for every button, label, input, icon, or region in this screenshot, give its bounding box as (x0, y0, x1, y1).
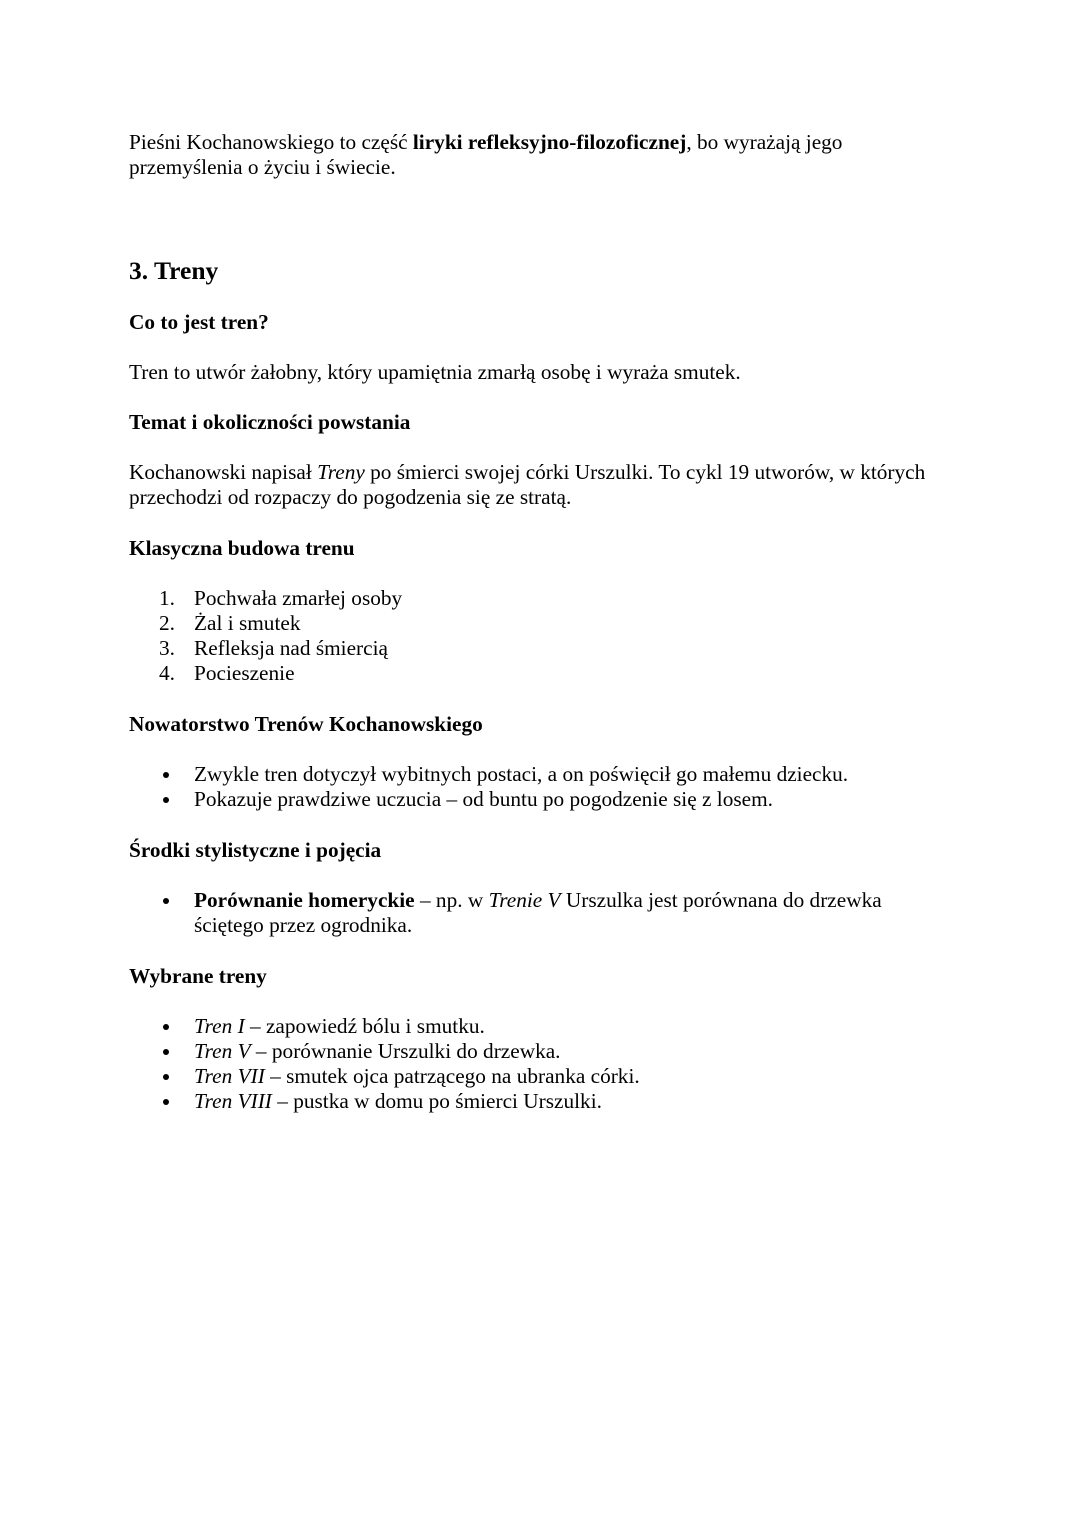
structure-list (129, 586, 402, 686)
list-item-text: Refleksja nad śmiercią (194, 636, 388, 660)
origin-line2: przechodzi od rozpaczy do pogodzenia się ze stratą. (129, 485, 572, 509)
structure-heading: Klasyczna budowa trenu (129, 536, 355, 560)
list-item (129, 661, 402, 686)
origin-paragraph (129, 460, 925, 510)
list-number: 4. (159, 661, 175, 685)
list-item (129, 1064, 640, 1089)
intro-paragraph (129, 130, 842, 180)
bullet-icon (163, 1049, 169, 1055)
tren-description: – zapowiedź bólu i smutku. (244, 1014, 485, 1038)
bullet-icon (163, 1099, 169, 1105)
list-item (129, 586, 402, 611)
tren-title: Tren I (194, 1014, 245, 1038)
tren-title: Tren VII (194, 1064, 265, 1088)
list-item (129, 1089, 640, 1114)
list-item-text: Zwykle tren dotyczył wybitnych postaci, a on poświęcił go małemu dziecku. (194, 762, 849, 786)
bullet-icon (163, 772, 169, 778)
selected-heading: Wybrane treny (129, 964, 267, 988)
origin-italic-title: Treny (317, 460, 365, 484)
section-title: 3. Treny (129, 256, 219, 285)
tren-title: Tren V (194, 1039, 251, 1063)
intro-line2: przemyślenia o życiu i świecie. (129, 155, 396, 179)
list-item-text: Pocieszenie (194, 661, 295, 685)
selected-list (129, 1014, 640, 1114)
list-number: 1. (159, 586, 175, 610)
list-item-text: Żal i smutek (194, 611, 301, 635)
list-item (129, 1014, 640, 1039)
list-item (129, 1039, 640, 1064)
tren-description: – porównanie Urszulki do drzewka. (250, 1039, 561, 1063)
intro-bold-term: liryki refleksyjno-filozoficznej (412, 130, 687, 154)
list-item-text: Pochwała zmarłej osoby (194, 586, 403, 610)
what-is-text: Tren to utwór żałobny, który upamiętnia zmarłą osobę i wyraża smutek. (129, 360, 741, 384)
bullet-icon (163, 1024, 169, 1030)
list-item (129, 787, 848, 812)
tren-description: – pustka w domu po śmierci Urszulki. (271, 1089, 602, 1113)
tren-description: – smutek ojca patrzącego na ubranka córki. (264, 1064, 640, 1088)
devices-heading: Środki stylistyczne i pojęcia (129, 838, 382, 862)
term-text: – np. w (414, 888, 489, 912)
bullet-icon (163, 797, 169, 803)
origin-text: Kochanowski napisał (129, 460, 318, 484)
term-line2: ściętego przez ogrodnika. (194, 913, 413, 937)
origin-heading: Temat i okoliczności powstania (129, 410, 411, 434)
novelty-heading: Nowatorstwo Trenów Kochanowskiego (129, 712, 483, 736)
novelty-list (129, 762, 848, 812)
term-italic: Trenie V (488, 888, 561, 912)
intro-text: Pieśni Kochanowskiego to część (129, 130, 413, 154)
list-number: 2. (159, 611, 175, 635)
bullet-icon (163, 898, 169, 904)
term-bold: Porównanie homeryckie (194, 888, 415, 912)
list-number: 3. (159, 636, 175, 660)
list-item-text: Pokazuje prawdziwe uczucia – od buntu po pogodzenie się z losem. (194, 787, 773, 811)
list-item (129, 636, 402, 661)
tren-title: Tren VIII (194, 1089, 272, 1113)
term-text-end: Urszulka jest porównana do drzewka (560, 888, 882, 912)
bullet-icon (163, 1074, 169, 1080)
intro-text-end: , bo wyrażają jego (686, 130, 843, 154)
list-item (129, 762, 848, 787)
what-is-heading: Co to jest tren? (129, 310, 269, 334)
origin-text-end: po śmierci swojej córki Urszulki. To cykl 19 utworów, w których (364, 460, 926, 484)
devices-list (129, 888, 882, 938)
list-item (129, 611, 402, 636)
list-item (129, 888, 882, 938)
